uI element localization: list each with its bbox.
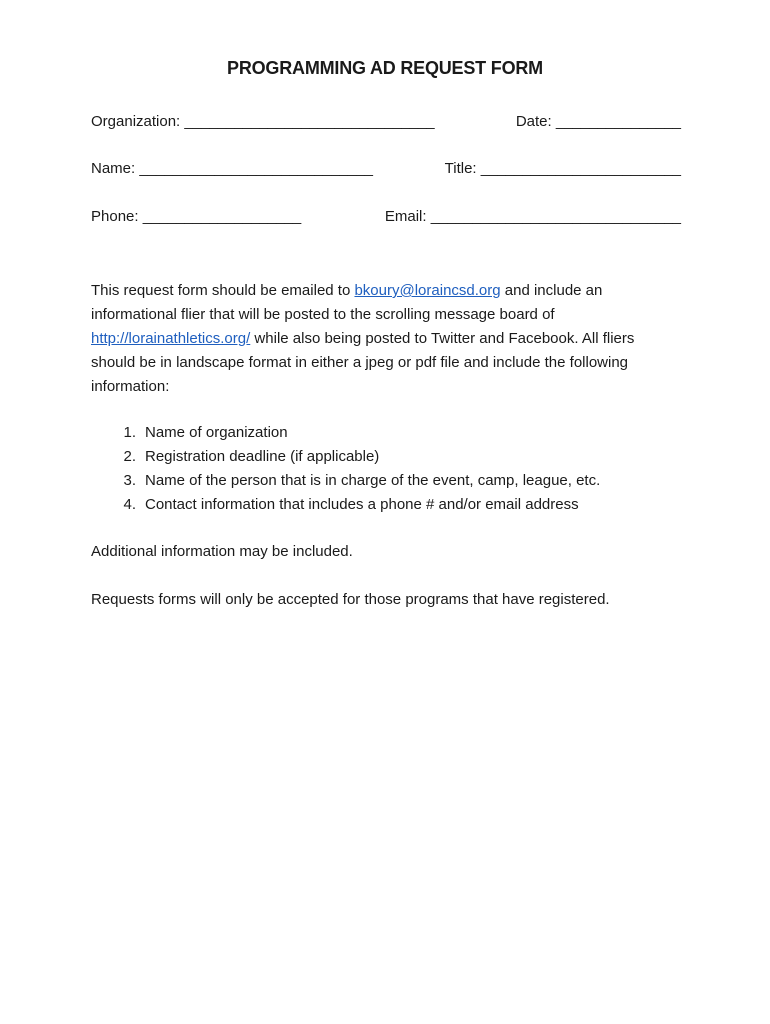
field-row-name-title	[91, 160, 681, 177]
list-item	[91, 421, 671, 445]
field-row-phone-email	[91, 208, 681, 225]
list-item-number: 3.	[123, 472, 136, 489]
list-item-number: 2.	[123, 448, 136, 465]
list-item-number: 4.	[123, 496, 136, 513]
list-item-text: Contact information that includes a phone # and/or email address	[145, 496, 579, 513]
field-row-organization-date	[91, 113, 681, 130]
list-item-text: Name of organization	[145, 424, 288, 441]
phone-field[interactable]: Phone: ___________________	[91, 208, 302, 225]
intro-paragraph	[91, 279, 671, 399]
list-item-number: 1.	[123, 424, 136, 441]
additional-info-text: Additional information may be included.	[91, 543, 353, 560]
organization-field[interactable]: Organization: ______________________________	[91, 113, 435, 130]
date-field[interactable]: Date: _______________	[515, 113, 681, 130]
list-item-text: Registration deadline (if applicable)	[145, 448, 380, 465]
intro-text-3: while also being posted to Twitter and Facebook. All fliers should be in landscape format in either a jpeg or pdf file and include the following information:	[91, 330, 635, 395]
list-item-text: Name of the person that is in charge of the event, camp, league, etc.	[145, 472, 601, 489]
acceptance-note-text: Requests forms will only be accepted for those programs that have registered.	[91, 591, 610, 608]
name-field[interactable]: Name: ____________________________	[91, 160, 373, 177]
website-link[interactable]: http://lorainathletics.org/	[91, 330, 251, 347]
requirements-list	[91, 421, 671, 517]
list-item	[91, 493, 671, 517]
email-link[interactable]: bkoury@loraincsd.org	[354, 282, 501, 299]
form-title: PROGRAMMING AD REQUEST FORM	[227, 58, 543, 78]
list-item	[91, 469, 671, 493]
title-field[interactable]: Title: ________________________	[444, 160, 681, 177]
list-item	[91, 445, 671, 469]
intro-text-2: and include an informational flier that will be posted to the scrolling message board of	[91, 282, 603, 323]
email-field[interactable]: Email: ______________________________	[384, 208, 681, 225]
intro-text-1: This request form should be emailed to	[91, 282, 355, 299]
